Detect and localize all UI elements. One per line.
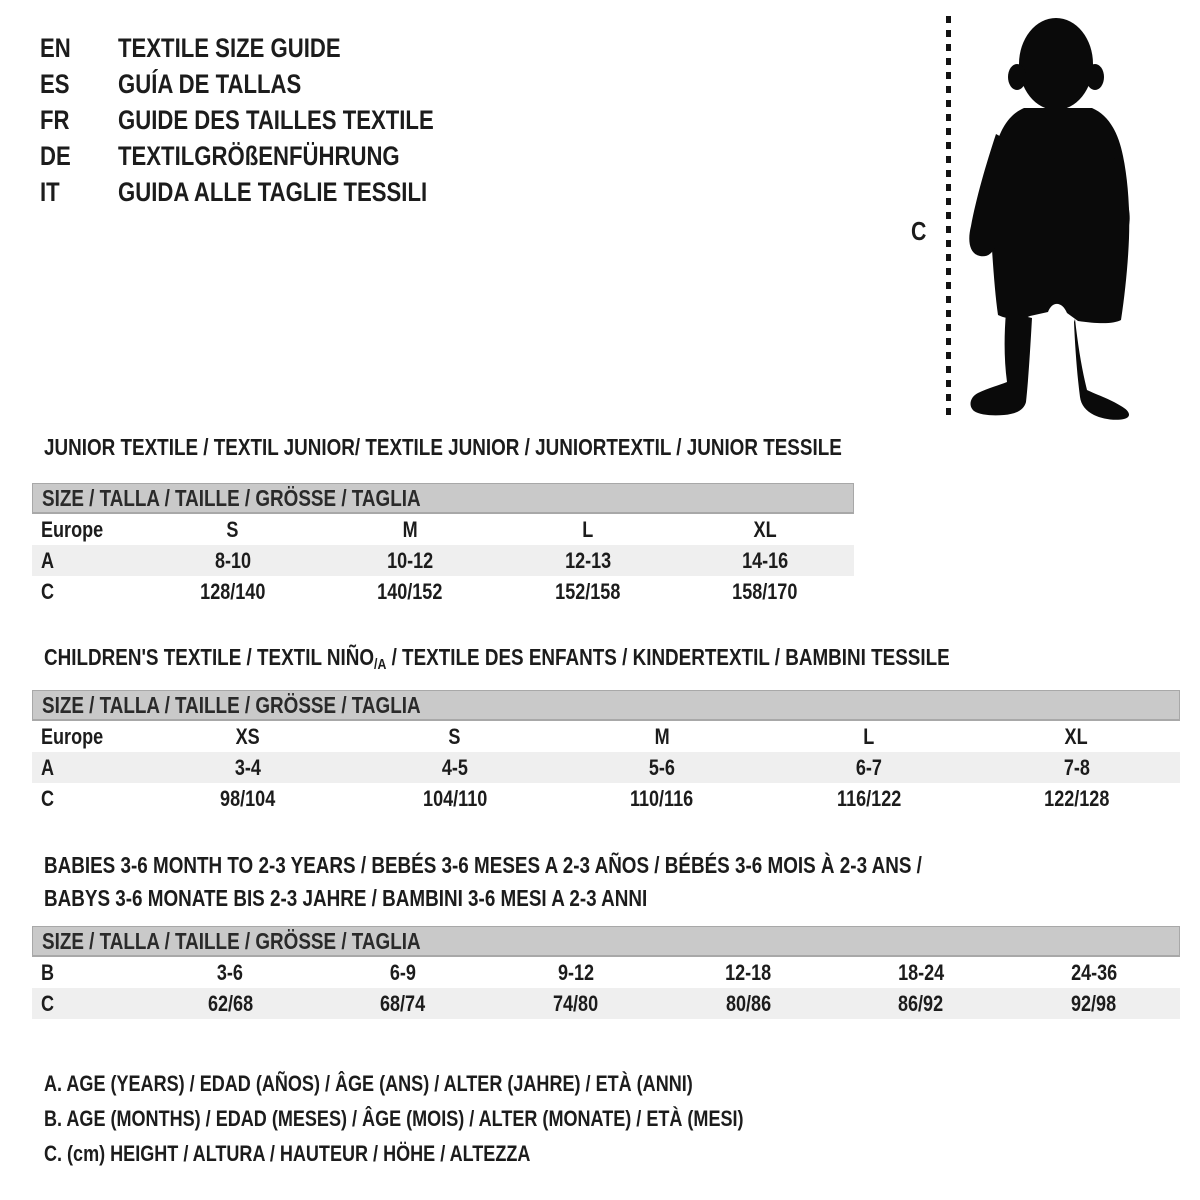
size-value-cell: 74/80 [553,991,599,1016]
size-header-label: SIZE / TALLA / TAILLE / GRÖSSE / TAGLIA [42,692,421,718]
language-title: TEXTILE SIZE GUIDE [118,33,341,63]
language-row-en [40,30,503,66]
section-title-junior [44,431,1017,464]
table-rows [32,514,854,607]
size-value-cell: 104/110 [422,786,487,811]
row-label: C [41,579,55,604]
toddler-silhouette-icon [962,14,1138,422]
size-value-cell: S [226,517,239,542]
size-table-row-europe [32,721,1180,752]
section-title-text: CHILDREN'S TEXTILE / TEXTIL NIÑO/A / TEXTILE DES ENFANTS / KINDERTEXTIL / BAMBINI TESSILE [44,644,950,673]
row-label: Europe [41,517,104,542]
size-value-cell: 8-10 [214,548,251,573]
size-value-cell: 80/86 [725,991,771,1016]
language-code: FR [40,105,70,135]
row-label: A [41,548,55,573]
row-label: A [41,755,55,780]
table-rows [32,957,1180,1019]
height-measure-dashed-line [946,16,951,416]
size-value-cell: 9-12 [557,960,594,985]
size-value-cell: 3-6 [217,960,244,985]
size-value-cell: 7-8 [1063,755,1090,780]
size-table-row-a [32,752,1180,783]
size-value-cell: XS [235,724,260,749]
language-row-it [40,174,503,210]
language-code: EN [40,33,71,63]
footnote-b: B. AGE (MONTHS) / EDAD (MESES) / ÂGE (MOIS) / ALTER (MONATE) / ETÀ (MESI) [44,1106,744,1131]
language-title: GUÍA DE TALLAS [118,69,302,99]
size-value-cell: M [654,724,670,749]
size-value-cell: 10-12 [387,548,434,573]
size-value-cell: 122/128 [1043,786,1110,811]
size-value-cell: 24-36 [1070,960,1117,985]
size-value-cell: 6-9 [389,960,417,985]
row-label: C [41,786,55,811]
size-table-babies [32,926,1180,1019]
language-row-de [40,138,503,174]
size-header-bar [32,690,1180,721]
language-code: ES [40,69,70,99]
size-value-cell: M [402,517,418,542]
size-value-cell: 128/140 [200,579,266,604]
language-row-es [40,66,503,102]
language-title: GUIDE DES TAILLES TEXTILE [118,105,434,135]
size-value-cell: 6-7 [856,755,883,780]
size-value-cell: XL [1064,724,1088,749]
size-value-cell: L [582,517,594,542]
size-value-cell: 12-13 [564,548,611,573]
size-value-cell: 18-24 [897,960,945,985]
size-value-cell: 158/170 [732,579,798,604]
size-value-cell: 4-5 [441,755,468,780]
row-label: Europe [41,724,104,749]
table-rows [32,721,1180,814]
section-title-text-line2: BABYS 3-6 MONATE BIS 2-3 JAHRE / BAMBINI 3-6 MESI A 2-3 ANNI [44,885,648,911]
size-header-label: SIZE / TALLA / TAILLE / GRÖSSE / TAGLIA [42,485,421,511]
size-value-cell: 68/74 [380,991,426,1016]
size-value-cell: S [448,724,461,749]
size-header-bar [32,926,1180,957]
size-value-cell: 3-4 [234,755,261,780]
section-title-text: JUNIOR TEXTILE / TEXTIL JUNIOR/ TEXTILE JUNIOR / JUNIORTEXTIL / JUNIOR TESSILE [44,434,842,460]
title-subscript: /A [374,656,387,673]
language-row-fr [40,102,503,138]
size-table-children [32,690,1180,814]
language-title: GUIDA ALLE TAGLIE TESSILI [118,177,428,207]
size-table-row-b [32,957,1180,988]
size-header-bar [32,483,854,514]
language-legend [40,30,503,210]
language-code: IT [40,177,60,207]
section-title-text: BABIES 3-6 MONTH TO 2-3 YEARS / BEBÉS 3-6 MESES A 2-3 AÑOS / BÉBÉS 3-6 MOIS À 2-3 ANS / [44,852,922,878]
language-title: TEXTILGRÖßENFÜHRUNG [118,141,400,171]
size-table-row-europe [32,514,854,545]
size-value-cell: 140/152 [377,579,443,604]
size-value-cell: 98/104 [220,786,276,811]
size-value-cell: 92/98 [1071,991,1117,1016]
size-table-row-c [32,988,1180,1019]
height-measure-label: C [911,216,927,246]
footnote-c: C. (cm) HEIGHT / ALTURA / HAUTEUR / HÖHE / ALTEZZA [44,1141,531,1166]
row-label: C [41,991,55,1016]
language-code: DE [40,141,71,171]
size-value-cell: 86/92 [898,991,944,1016]
size-value-cell: 12-18 [725,960,772,985]
size-table-row-c [32,576,854,607]
footnotes [44,1066,897,1171]
size-table-row-a [32,545,854,576]
size-value-cell: 152/158 [555,579,621,604]
size-value-cell: 110/116 [630,786,694,811]
footnote-a: A. AGE (YEARS) / EDAD (AÑOS) / ÂGE (ANS) / ALTER (JAHRE) / ETÀ (ANNI) [44,1071,693,1096]
size-value-cell: 14-16 [742,548,789,573]
section-title-children [44,641,1149,681]
size-table-row-c [32,783,1180,814]
section-title-babies [44,849,1115,915]
size-table-junior [32,483,854,607]
size-value-cell: 62/68 [207,991,253,1016]
size-value-cell: L [863,724,875,749]
size-value-cell: 5-6 [648,755,676,780]
size-value-cell: XL [753,517,777,542]
size-value-cell: 116/122 [837,786,902,811]
row-label: B [41,960,55,985]
size-header-label: SIZE / TALLA / TAILLE / GRÖSSE / TAGLIA [42,928,421,954]
